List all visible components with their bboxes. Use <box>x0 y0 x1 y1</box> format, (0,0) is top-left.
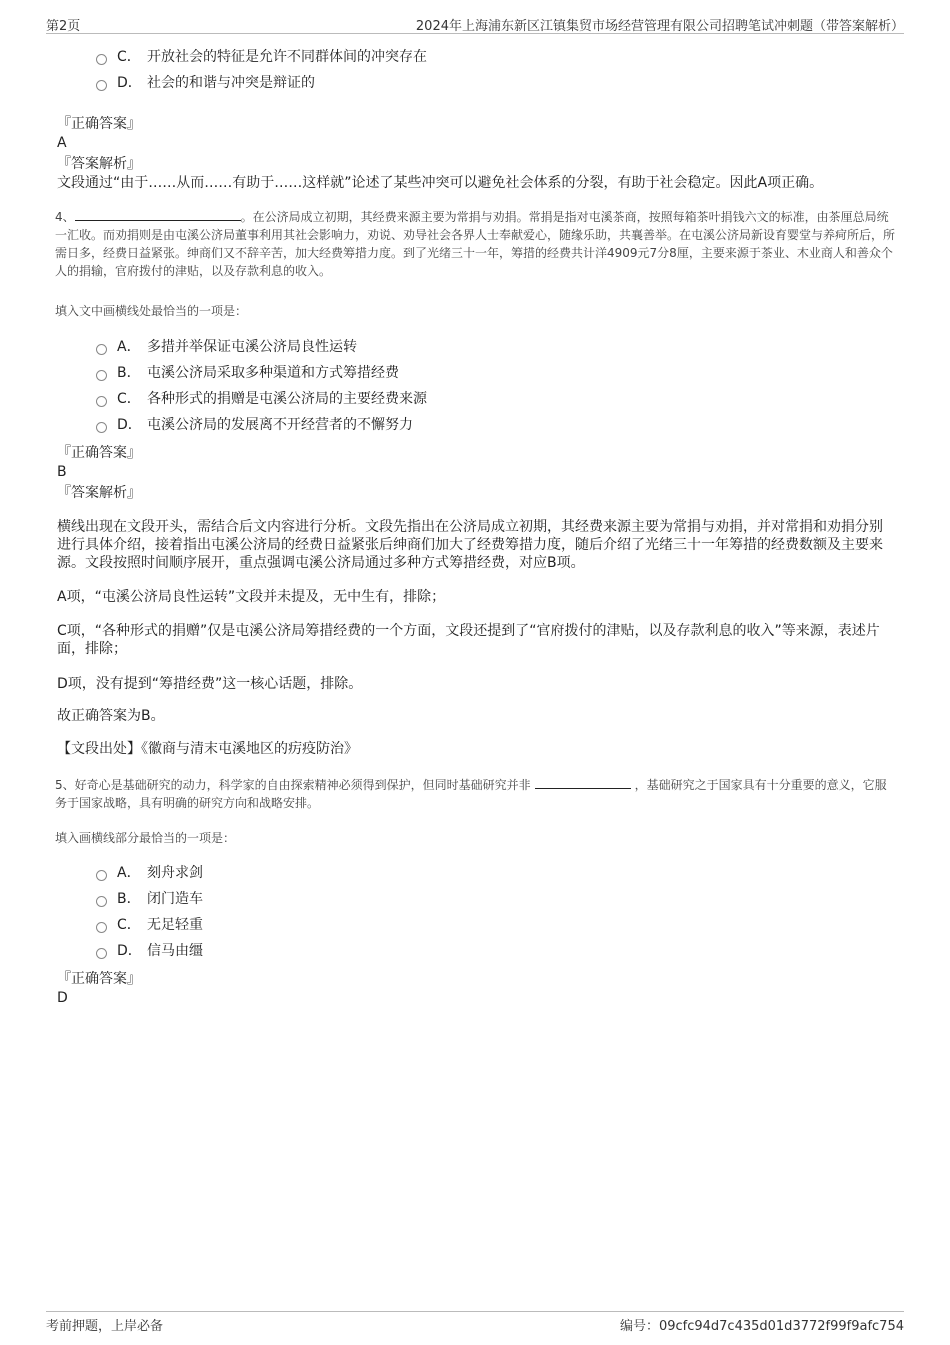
radio-icon[interactable] <box>96 922 107 933</box>
q5-option-d[interactable]: D． 信马由缰 <box>96 941 203 961</box>
q4-analysis-paragraph: 故正确答案为B。 <box>57 708 165 724</box>
q4-analysis-paragraph: 横线出现在文段开头，需结合后文内容进行分析。文段先指出在公济局成立初期，其经费来源主要为常捐与劝捐，并对常捐和劝捐分别进行具体介绍，接着指出屯溪公济局的经费日益紧张后绅商们加大了经费筹措力度，随后介绍了光绪三十一年筹措的经费数额及主要来源。文段按照时间顺序展开，重点强调屯溪公济局通过多种方式筹措经费，对应B项。 <box>57 519 883 571</box>
document-title: 2024年上海浦东新区江镇集贸市场经营管理有限公司招聘笔试冲刺题（带答案解析） <box>415 19 904 34</box>
page-number: 第2页 <box>46 19 81 34</box>
q5-answer-label: 『正确答案』 <box>57 971 141 987</box>
radio-icon[interactable] <box>96 870 107 881</box>
q3-answer-label: 『正确答案』 <box>57 116 141 132</box>
q4-passage: 4、 。在公济局成立初期，其经费来源主要为常捐与劝捐。常捐是指对屯溪茶商，按照每箱茶叶捐钱六文的标准，由茶厘总局统一汇收。而劝捐则是由屯溪公济局董事利用其社会影响力，劝说、劝导社会各界人士奉献爱心，随缘乐助，共襄善举。在屯溪公济局新设育婴堂与养疴所后，所需日多，经费日益紧张。绅商们又不辞辛苦，加大经费筹措力度。到了光绪三十一年，筹措的经费共计洋4909元7分8厘，主要来源于茶业、木业商人和善众个人的捐输，官府拨付的津贴，以及存款利息的收入。 <box>55 210 896 278</box>
q4-analysis-label: 『答案解析』 <box>57 485 141 501</box>
radio-icon[interactable] <box>96 896 107 907</box>
q5-passage: 5、好奇心是基础研究的动力，科学家的自由探索精神必须得到保护，但同时基础研究并非 ，基础研究之于国家具有十分重要的意义，它服务于国家战略，具有明确的研究方向和战略安排。 <box>55 778 887 810</box>
q4-prompt: 填入文中画横线处最恰当的一项是： <box>55 304 248 318</box>
q3-answer: A <box>57 135 67 151</box>
q5-option-c[interactable]: C． 无足轻重 <box>96 915 203 935</box>
q4-option-a[interactable]: A． 多措并举保证屯溪公济局良性运转 <box>96 337 357 357</box>
radio-icon[interactable] <box>96 422 107 433</box>
fill-blank <box>535 776 631 789</box>
radio-icon[interactable] <box>96 344 107 355</box>
radio-icon[interactable] <box>96 54 107 65</box>
q4-option-d[interactable]: D． 屯溪公济局的发展离不开经营者的不懈努力 <box>96 415 413 435</box>
q4-source: 【文段出处】《徽商与清末屯溪地区的疠疫防治》 <box>57 741 358 757</box>
q3-analysis-label: 『答案解析』 <box>57 156 141 172</box>
q3-option-d[interactable]: D． 社会的和谐与冲突是辩证的 <box>96 73 315 93</box>
document-id: 编号：09cfc94d7c435d01d3772f99f9afc754 <box>619 1319 904 1334</box>
page-footer <box>46 1311 904 1333</box>
q4-analysis-paragraph: D项，没有提到“筹措经费”这一核心话题，排除。 <box>57 676 363 692</box>
radio-icon[interactable] <box>96 370 107 381</box>
fill-blank <box>75 208 241 221</box>
q4-analysis-paragraph: C项，“各种形式的捐赠”仅是屯溪公济局筹措经费的一个方面，文段还提到了“官府拨付的津贴，以及存款利息的收入”等来源，表述片面，排除； <box>57 623 880 657</box>
q5-option-b[interactable]: B． 闭门造车 <box>96 889 203 909</box>
q3-analysis: 文段通过“由于……从而……有助于……这样就”论述了某些冲突可以避免社会体系的分裂，有助于社会稳定。因此A项正确。 <box>57 175 824 191</box>
q4-analysis-paragraph: A项，“屯溪公济局良性运转”文段并未提及，无中生有，排除； <box>57 589 446 605</box>
radio-icon[interactable] <box>96 396 107 407</box>
q3-option-c[interactable]: C． 开放社会的特征是允许不同群体间的冲突存在 <box>96 47 427 67</box>
radio-icon[interactable] <box>96 80 107 91</box>
q4-option-c[interactable]: C． 各种形式的捐赠是屯溪公济局的主要经费来源 <box>96 389 427 409</box>
q4-answer-label: 『正确答案』 <box>57 445 141 461</box>
q4-option-b[interactable]: B． 屯溪公济局采取多种渠道和方式筹措经费 <box>96 363 399 383</box>
q4-answer: B <box>57 464 67 480</box>
q5-option-a[interactable]: A． 刻舟求剑 <box>96 863 203 883</box>
q5-prompt: 填入画横线部分最恰当的一项是： <box>55 831 236 845</box>
radio-icon[interactable] <box>96 948 107 959</box>
footer-slogan: 考前押题，上岸必备 <box>46 1319 164 1334</box>
page-header <box>46 15 904 34</box>
q5-answer: D <box>57 990 68 1006</box>
